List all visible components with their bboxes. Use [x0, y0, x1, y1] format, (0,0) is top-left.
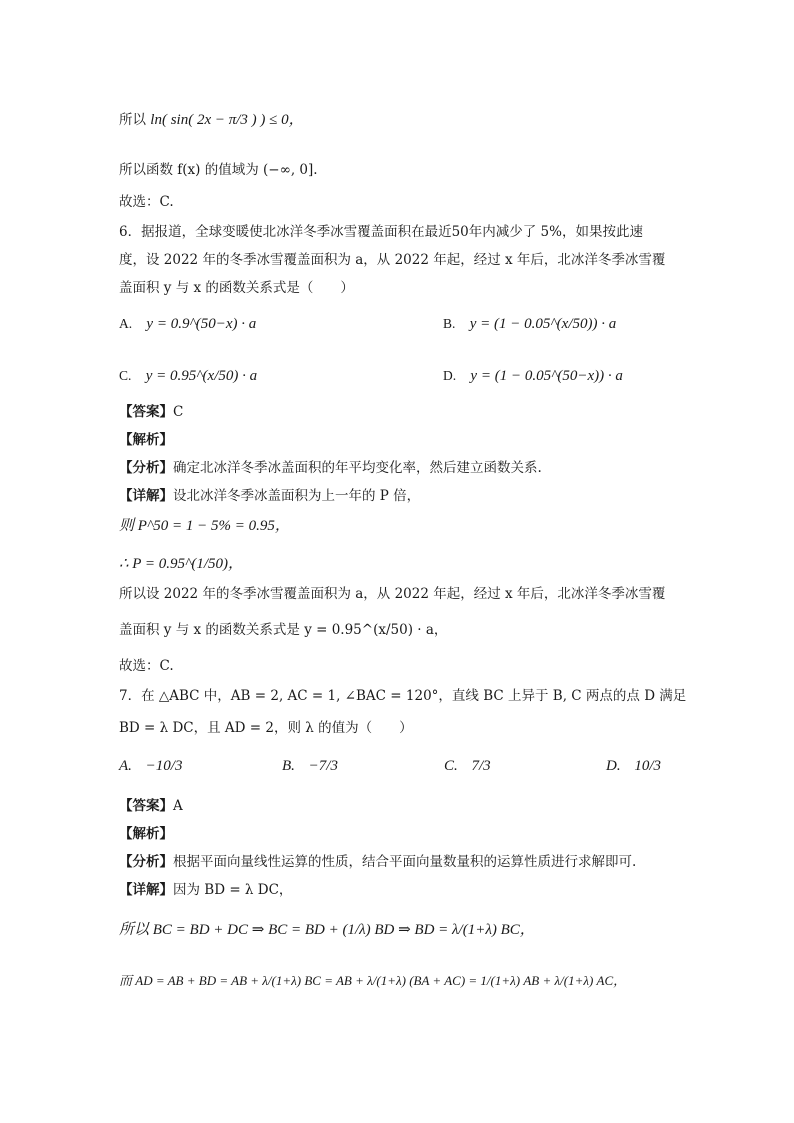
q6-step-3: 所以设 2022 年的冬季冰雪覆盖面积为 a，从 2022 年起，经过 x 年后，北冰洋冬季冰雪覆: [119, 586, 666, 602]
q6-step-1: 则 P^50 = 1 − 5% = 0.95，: [119, 518, 290, 534]
q6-text-2: 度，设 2022 年的冬季冰雪覆盖面积为 a，从 2022 年起，经过 x 年后，北冰洋冬季冰雪覆: [119, 252, 666, 268]
q7-step-2: 而 AD = AB + BD = AB + λ/(1+λ) BC = AB + λ/(1+λ) (BA + AC) = 1/(1+λ) AB + λ/(1+λ) AC，: [119, 973, 627, 988]
q6-text-3: 盖面积 y 与 x 的函数关系式是（ ）: [119, 280, 354, 296]
q6-step-4: 盖面积 y 与 x 的函数关系式是 y = 0.95^(x/50) · a，: [119, 622, 448, 638]
q6-fenxi: 【分析】确定北冰洋冬季冰盖面积的年平均变化率，然后建立函数关系.: [119, 460, 542, 476]
q7-answer: 【答案】A: [119, 798, 183, 814]
q7-option-d: D. 10/3: [606, 758, 662, 774]
q6-option-a: A. y = 0.9^(50−x) · a: [119, 316, 257, 332]
q6-text-1: 6．据报道，全球变暖使北冰洋冬季冰雪覆盖面积在最近50年内减少了 5%，如果按此速: [119, 224, 643, 240]
q7-xiangjie: 【详解】因为 BD = λ DC，: [119, 882, 293, 898]
q7-step-1: 所以 BC = BD + DC ⇒ BC = BD + (1/λ) BD ⇒ BD = λ/(1+λ) BC，: [119, 922, 535, 938]
q7-option-b: B. −7/3: [282, 758, 338, 774]
q7-text-1: 7．在 △ABC 中，AB = 2, AC = 1, ∠BAC = 120°，直线 BC 上异于 B, C 两点的点 D 满足: [119, 688, 687, 704]
q6-option-b: B. y = (1 − 0.05^(x/50)) · a: [443, 316, 617, 332]
q6-choose-c: 故选：C.: [119, 658, 174, 674]
q6-step-2: ∴ P = 0.95^(1/50)，: [119, 556, 244, 572]
line-range: 所以函数 f(x) 的值域为 (−∞, 0].: [119, 162, 318, 178]
ln-inequality-math: ln( sin( 2x − π/3 ) ) ≤ 0，: [150, 112, 304, 128]
q7-option-a: A. −10/3: [119, 758, 183, 774]
q6-option-d: D. y = (1 − 0.05^(50−x)) · a: [443, 368, 623, 384]
q7-fenxi: 【分析】根据平面向量线性运算的性质，结合平面向量数量积的运算性质进行求解即可.: [119, 854, 637, 870]
q6-option-c: C. y = 0.95^(x/50) · a: [119, 368, 258, 384]
line-ln-inequality: 所以 ln( sin( 2x − π/3 ) ) ≤ 0，: [119, 112, 304, 128]
q6-analysis-tag: 【解析】: [119, 432, 173, 448]
q6-xiangjie: 【详解】设北冰洋冬季冰盖面积为上一年的 P 倍，: [119, 488, 421, 504]
q7-option-c: C. 7/3: [444, 758, 491, 774]
line-choose-c-1: 故选：C.: [119, 194, 174, 210]
q7-analysis-tag: 【解析】: [119, 826, 173, 842]
q7-text-2: BD = λ DC，且 AD = 2，则 λ 的值为（ ）: [119, 720, 413, 736]
q6-answer: 【答案】C: [119, 404, 184, 420]
